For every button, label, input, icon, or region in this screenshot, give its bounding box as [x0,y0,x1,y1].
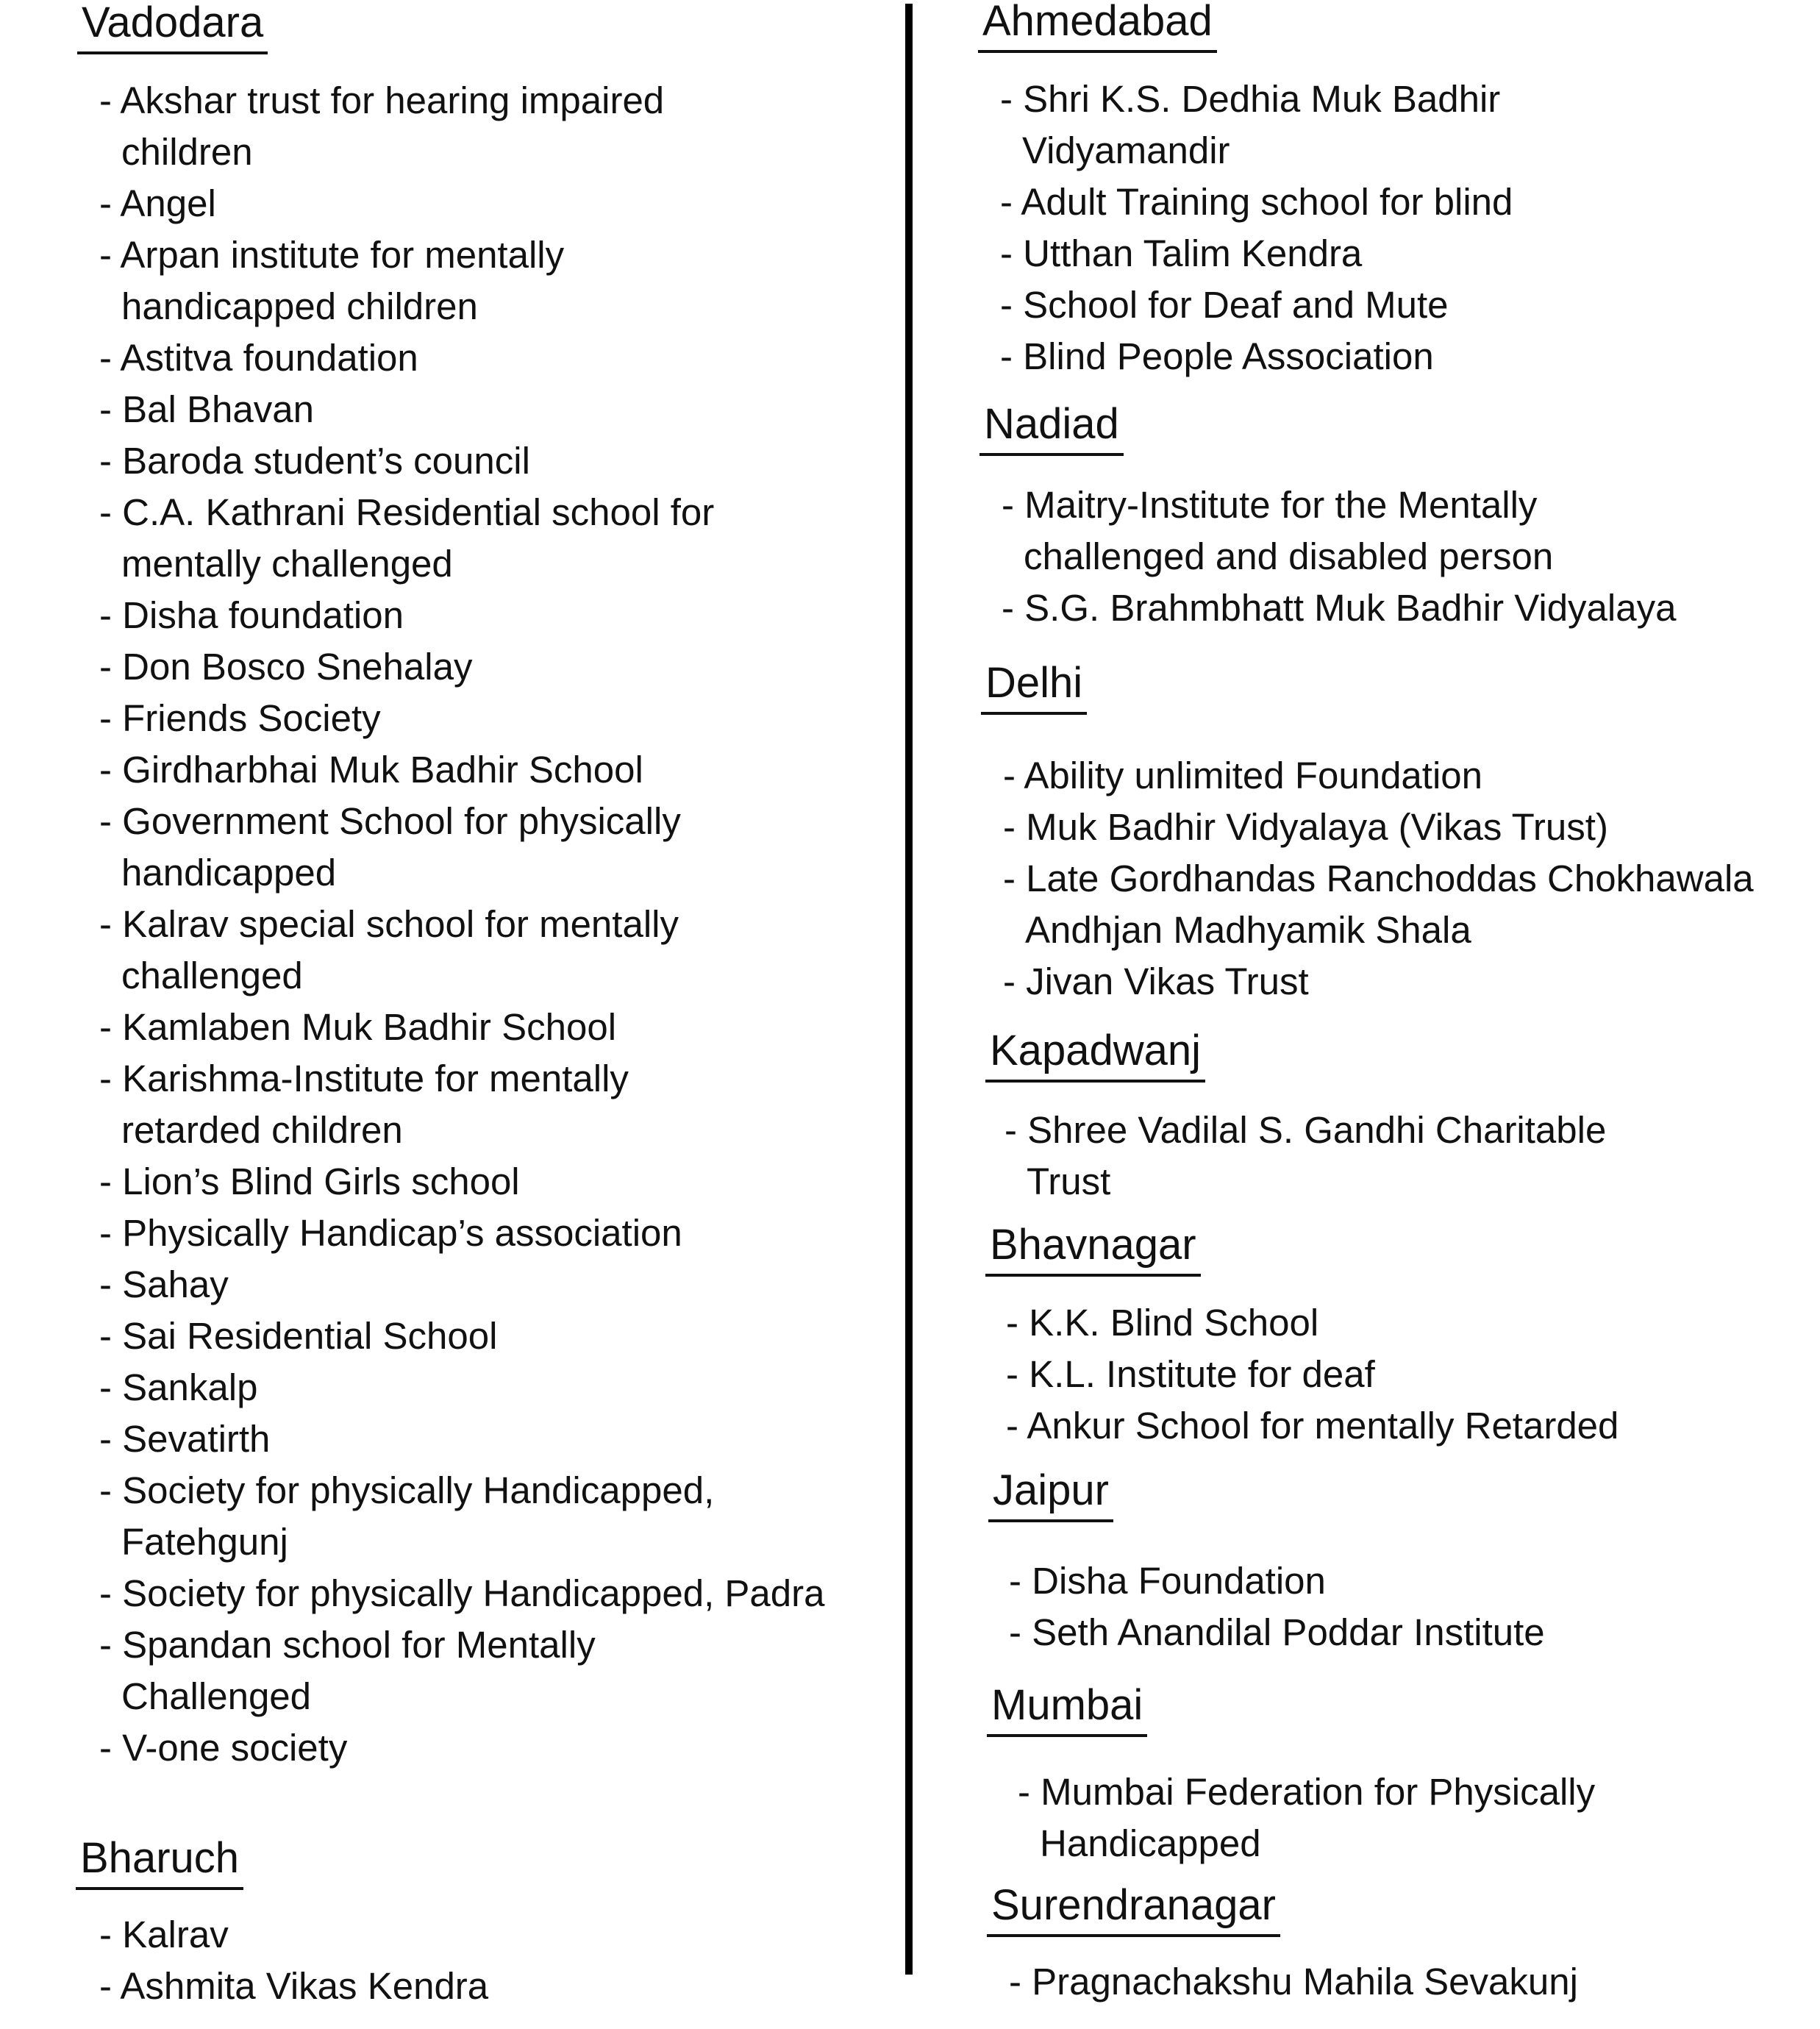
section-title-jaipur: Jaipur [988,1469,1113,1522]
section-title-kapadwanj: Kapadwanj [985,1030,1205,1083]
column-divider [905,4,913,1975]
list-item: - Friends Society [77,693,886,744]
list-item: - C.A. Kathrani Residential school for mentally challenged [77,487,827,590]
list-item: - Akshar trust for hearing impaired children [77,75,783,178]
list-delhi [981,750,1797,1008]
list-item: - Blind People Association [978,331,1794,382]
section-title-vadodara: Vadodara [77,1,268,54]
list-item: - Jivan Vikas Trust [981,956,1797,1008]
list-vadodara [77,75,886,1774]
list-item: - Adult Training school for blind [978,176,1794,228]
list-item: - Kamlaben Muk Badhir School [77,1002,886,1053]
list-item: - Arpan institute for mentally handicapped children [77,229,695,332]
list-item: - Late Gordhandas Ranchoddas Chokhawala Andhjan Madhyamik Shala [981,853,1760,956]
section-title-nadiad: Nadiad [979,403,1124,456]
list-mumbai [988,1766,1805,1869]
list-item: - Shree Vadilal S. Gandhi Charitable Trust [982,1105,1688,1208]
list-item: - Government School for physically handicapped [77,796,783,899]
list-item: - Baroda student’s council [77,435,886,487]
list-item: - Muk Badhir Vidyalaya (Vikas Trust) [981,802,1797,853]
list-item: - Society for physically Handicapped, Padra [77,1568,835,1619]
list-item: - Pragnachakshu Mahila Sevakunj [987,1956,1803,2008]
section-title-bharuch: Bharuch [76,1837,243,1890]
section-title-delhi: Delhi [981,662,1087,715]
list-item: - Girdharbhai Muk Badhir School [77,744,886,796]
list-item: - Spandan school for Mentally Challenged [77,1619,732,1722]
list-item: - School for Deaf and Mute [978,279,1794,331]
list-item: - Physically Handicap’s association [77,1208,886,1259]
list-item: - K.K. Blind School [984,1297,1800,1349]
list-nadiad [979,479,1796,634]
list-bhavnagar [984,1297,1800,1452]
list-item: - Angel [77,178,886,229]
section-title-ahmedabad: Ahmedabad [978,0,1217,53]
list-item: - Shri K.S. Dedhia Muk Badhir Vidyamandir [978,74,1581,176]
list-item: - Don Bosco Snehalay [77,641,886,693]
list-item: - Sai Residential School [77,1311,886,1362]
list-bharuch [77,1909,886,2012]
list-item: - Sahay [77,1259,886,1311]
list-item: - Seth Anandilal Poddar Institute [987,1607,1803,1658]
list-item: - Sankalp [77,1362,886,1413]
list-surendranagar [987,1956,1803,2008]
list-item: - Utthan Talim Kendra [978,228,1794,279]
list-item: - Disha foundation [77,590,886,641]
list-item: - Mumbai Federation for Physically Handicapped [988,1766,1702,1869]
list-item: - Karishma-Institute for mentally retarded children [77,1053,746,1156]
list-item: - Ashmita Vikas Kendra [77,1961,886,2012]
section-title-mumbai: Mumbai [987,1684,1147,1737]
list-item: - Sevatirth [77,1413,886,1465]
list-item: - Disha Foundation [987,1555,1803,1607]
section-title-surendranagar: Surendranagar [987,1884,1280,1937]
list-item: - Kalrav [77,1909,886,1961]
list-item: - Maitry-Institute for the Mentally challenged and disabled person [979,479,1685,582]
list-item: - Ability unlimited Foundation [981,750,1797,802]
list-item: - Society for physically Handicapped, Fatehgunj [77,1465,835,1568]
list-item: - S.G. Brahmbhatt Muk Badhir Vidyalaya [979,582,1796,634]
list-kapadwanj [982,1105,1799,1208]
list-ahmedabad [978,74,1794,382]
list-item: - Bal Bhavan [77,384,886,435]
list-item: - Kalrav special school for mentally challenged [77,899,783,1002]
list-item: - Ankur School for mentally Retarded [984,1400,1800,1452]
list-item: - Lion’s Blind Girls school [77,1156,886,1208]
section-title-bhavnagar: Bhavnagar [985,1224,1201,1277]
list-item: - Astitva foundation [77,332,886,384]
list-item: - V-one society [77,1722,886,1774]
list-jaipur [987,1555,1803,1658]
list-item: - K.L. Institute for deaf [984,1349,1800,1400]
